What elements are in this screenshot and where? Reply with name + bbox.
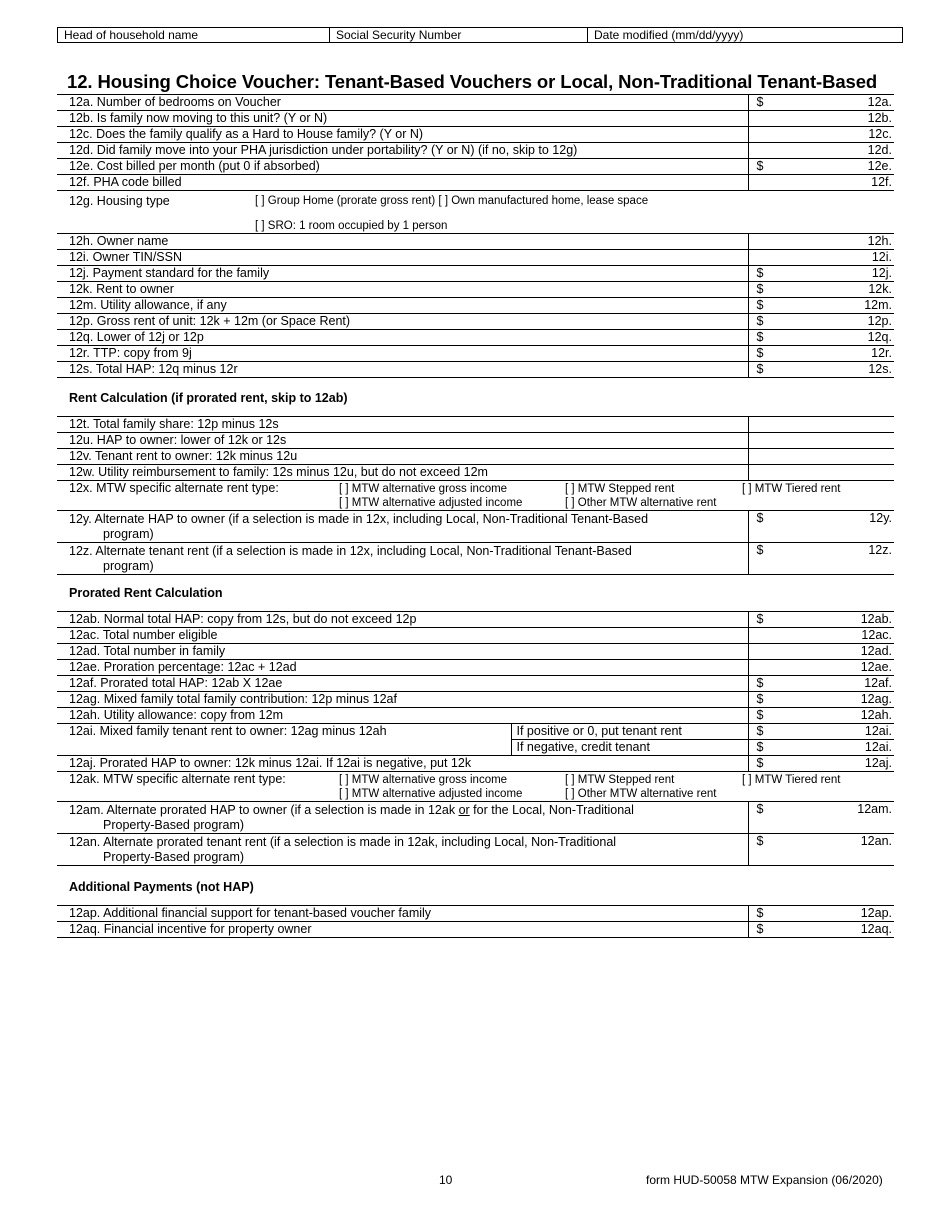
value-cell[interactable]: $ 12aq. [748, 922, 894, 938]
form-row: 12ag. Mixed family total family contribution: 12p minus 12af $ 12ag. [57, 692, 894, 708]
form-row-12v: 12v. Tenant rent to owner: 12k minus 12u [57, 449, 894, 465]
value-cell[interactable]: $ 12s. [748, 362, 894, 378]
value-cell[interactable]: $ 12m. [748, 298, 894, 314]
form-row-12ai-positive: 12ai. Mixed family tenant rent to owner: 12ag minus 12ah If positive or 0, put tenant rent $ 12ai. [57, 724, 894, 740]
form-row: 12i. Owner TIN/SSN 12i. [57, 250, 894, 266]
value-cell[interactable]: $ 12q. [748, 330, 894, 346]
form-row-12w: 12w. Utility reimbursement to family: 12s minus 12u, but do not exceed 12m [57, 465, 894, 481]
option-mtw-adjusted-income[interactable]: [ ] MTW alternative adjusted income [339, 788, 523, 800]
form-row: 12ah. Utility allowance: copy from 12m $ 12ah. [57, 708, 894, 724]
form-row: 12ac. Total number eligible 12ac. [57, 628, 894, 644]
value-cell[interactable]: 12ad. [748, 644, 894, 660]
form-row: 12b. Is family now moving to this unit? (Y or N) 12b. [57, 111, 894, 127]
section-rent-calc-table [57, 416, 894, 575]
option-other-mtw-rent[interactable]: [ ] Other MTW alternative rent [565, 788, 717, 800]
value-cell[interactable]: 12d. [748, 143, 894, 159]
housing-type-label: 12g. Housing type [69, 194, 170, 208]
option-mtw-gross-income[interactable]: [ ] MTW alternative gross income [339, 483, 508, 495]
value-cell[interactable]: $ 12e. [748, 159, 894, 175]
form-row-12aj: 12aj. Prorated HAP to owner: 12k minus 12ai. If 12ai is negative, put 12k $ 12aj. [57, 756, 894, 772]
value-cell[interactable]: $ 12z. [748, 543, 894, 575]
form-row-12x [57, 481, 894, 511]
form-row: 12aq. Financial incentive for property owner $ 12aq. [57, 922, 894, 938]
form-row-12ai-negative: If negative, credit tenant $ 12ai. [57, 740, 894, 756]
value-cell[interactable]: 12ac. [748, 628, 894, 644]
head-of-household-field[interactable]: Head of household name [58, 28, 330, 42]
value-cell[interactable] [748, 449, 894, 465]
form-row: 12k. Rent to owner $ 12k. [57, 282, 894, 298]
value-cell[interactable] [748, 465, 894, 481]
housing-type-option-2[interactable]: [ ] SRO: 1 room occupied by 1 person [255, 220, 448, 232]
value-cell[interactable]: $ 12ap. [748, 906, 894, 922]
section-additional-table [57, 905, 894, 938]
value-cell[interactable]: $ 12p. [748, 314, 894, 330]
value-cell[interactable]: 12c. [748, 127, 894, 143]
form-row-12t: 12t. Total family share: 12p minus 12s [57, 417, 894, 433]
value-cell[interactable]: $ 12r. [748, 346, 894, 362]
form-row: 12ae. Proration percentage: 12ac + 12ad 12ae. [57, 660, 894, 676]
form-row: 12c. Does the family qualify as a Hard to House family? (Y or N) 12c. [57, 127, 894, 143]
value-cell[interactable]: 12f. [748, 175, 894, 191]
ssn-field[interactable]: Social Security Number [330, 28, 588, 42]
value-cell[interactable]: $ 12ah. [748, 708, 894, 724]
value-cell[interactable] [748, 433, 894, 449]
option-other-mtw-rent[interactable]: [ ] Other MTW alternative rent [565, 497, 717, 509]
value-cell[interactable]: $ 12y. [748, 511, 894, 543]
form-row: 12r. TTP: copy from 9j $ 12r. [57, 346, 894, 362]
prorated-rent-heading: Prorated Rent Calculation [69, 586, 223, 600]
form-row: 12ad. Total number in family 12ad. [57, 644, 894, 660]
section-title: 12. Housing Choice Voucher: Tenant-Based Vouchers or Local, Non-Traditional Tenant-Based [67, 71, 878, 92]
form-row-12y: 12y. Alternate HAP to owner (if a selection is made in 12x, including Local, Non-Traditional Tenant-Based program) $ 12y. [57, 511, 894, 543]
value-cell[interactable]: 12h. [748, 234, 894, 250]
value-cell[interactable]: $ 12k. [748, 282, 894, 298]
option-mtw-tiered-rent[interactable]: [ ] MTW Tiered rent [742, 483, 841, 495]
value-cell[interactable]: $ 12j. [748, 266, 894, 282]
form-row-12z: 12z. Alternate tenant rent (if a selection is made in 12x, including Local, Non-Traditional Tenant-Based program) $ 12z. [57, 543, 894, 575]
value-cell[interactable]: $ 12ai. [748, 740, 894, 756]
form-row: 12ab. Normal total HAP: copy from 12s, but do not exceed 12p $ 12ab. [57, 612, 894, 628]
option-mtw-tiered-rent[interactable]: [ ] MTW Tiered rent [742, 774, 841, 786]
value-cell[interactable]: $ 12ab. [748, 612, 894, 628]
value-cell[interactable]: $ 12am. [748, 802, 894, 834]
section-owner-table [57, 233, 894, 378]
value-cell[interactable]: $ 12af. [748, 676, 894, 692]
value-cell[interactable] [748, 417, 894, 433]
row-12ak-label: 12ak. MTW specific alternate rent type: [69, 772, 286, 786]
value-cell[interactable]: $ 12ag. [748, 692, 894, 708]
option-mtw-stepped-rent[interactable]: [ ] MTW Stepped rent [565, 774, 675, 786]
section-prorated-table [57, 611, 894, 866]
additional-payments-heading: Additional Payments (not HAP) [69, 880, 254, 894]
form-row: 12e. Cost billed per month (put 0 if absorbed) $ 12e. [57, 159, 894, 175]
form-row: 12ap. Additional financial support for tenant-based voucher family $ 12ap. [57, 906, 894, 922]
date-modified-field[interactable]: Date modified (mm/dd/yyyy) [594, 28, 744, 42]
value-cell[interactable]: $ 12a. [748, 95, 894, 111]
form-row: 12s. Total HAP: 12q minus 12r $ 12s. [57, 362, 894, 378]
page-number: 10 [439, 1173, 453, 1187]
form-row: 12f. PHA code billed 12f. [57, 175, 894, 191]
row-12x-label: 12x. MTW specific alternate rent type: [69, 481, 279, 495]
form-row: 12a. Number of bedrooms on Voucher $ 12a. [57, 95, 894, 111]
value-cell[interactable]: $ 12aj. [748, 756, 894, 772]
value-cell[interactable]: 12b. [748, 111, 894, 127]
form-row: 12j. Payment standard for the family $ 12j. [57, 266, 894, 282]
value-cell[interactable]: 12ae. [748, 660, 894, 676]
section-voucher-table [57, 94, 894, 191]
rent-calculation-heading: Rent Calculation (if prorated rent, skip to 12ab) [69, 391, 348, 405]
form-row: 12m. Utility allowance, if any $ 12m. [57, 298, 894, 314]
form-row: 12q. Lower of 12j or 12p $ 12q. [57, 330, 894, 346]
value-cell[interactable]: 12i. [748, 250, 894, 266]
header-fields [57, 27, 903, 43]
value-cell[interactable]: $ 12ai. [748, 724, 894, 740]
form-row: 12h. Owner name 12h. [57, 234, 894, 250]
form-row-12am: 12am. Alternate prorated HAP to owner (if a selection is made in 12ak or for the Local, Non-Traditional Property-Based program) $ 12am. [57, 802, 894, 834]
form-id: form HUD-50058 MTW Expansion (06/2020) [646, 1173, 883, 1187]
form-row: 12d. Did family move into your PHA jurisdiction under portability? (Y or N) (if no, skip to 12g) 12d. [57, 143, 894, 159]
option-mtw-adjusted-income[interactable]: [ ] MTW alternative adjusted income [339, 497, 523, 509]
housing-type-option-1[interactable]: [ ] Group Home (prorate gross rent) [ ] Own manufactured home, lease space [255, 195, 649, 207]
form-row-12u: 12u. HAP to owner: lower of 12k or 12s [57, 433, 894, 449]
value-cell[interactable]: $ 12an. [748, 834, 894, 866]
form-row-12ak [57, 772, 894, 802]
form-row-12an: 12an. Alternate prorated tenant rent (if a selection is made in 12ak, including Local, Non-Traditional Property-Based program) $ 12an. [57, 834, 894, 866]
option-mtw-stepped-rent[interactable]: [ ] MTW Stepped rent [565, 483, 675, 495]
form-row: 12af. Prorated total HAP: 12ab X 12ae $ 12af. [57, 676, 894, 692]
form-row: 12p. Gross rent of unit: 12k + 12m (or Space Rent) $ 12p. [57, 314, 894, 330]
option-mtw-gross-income[interactable]: [ ] MTW alternative gross income [339, 774, 508, 786]
